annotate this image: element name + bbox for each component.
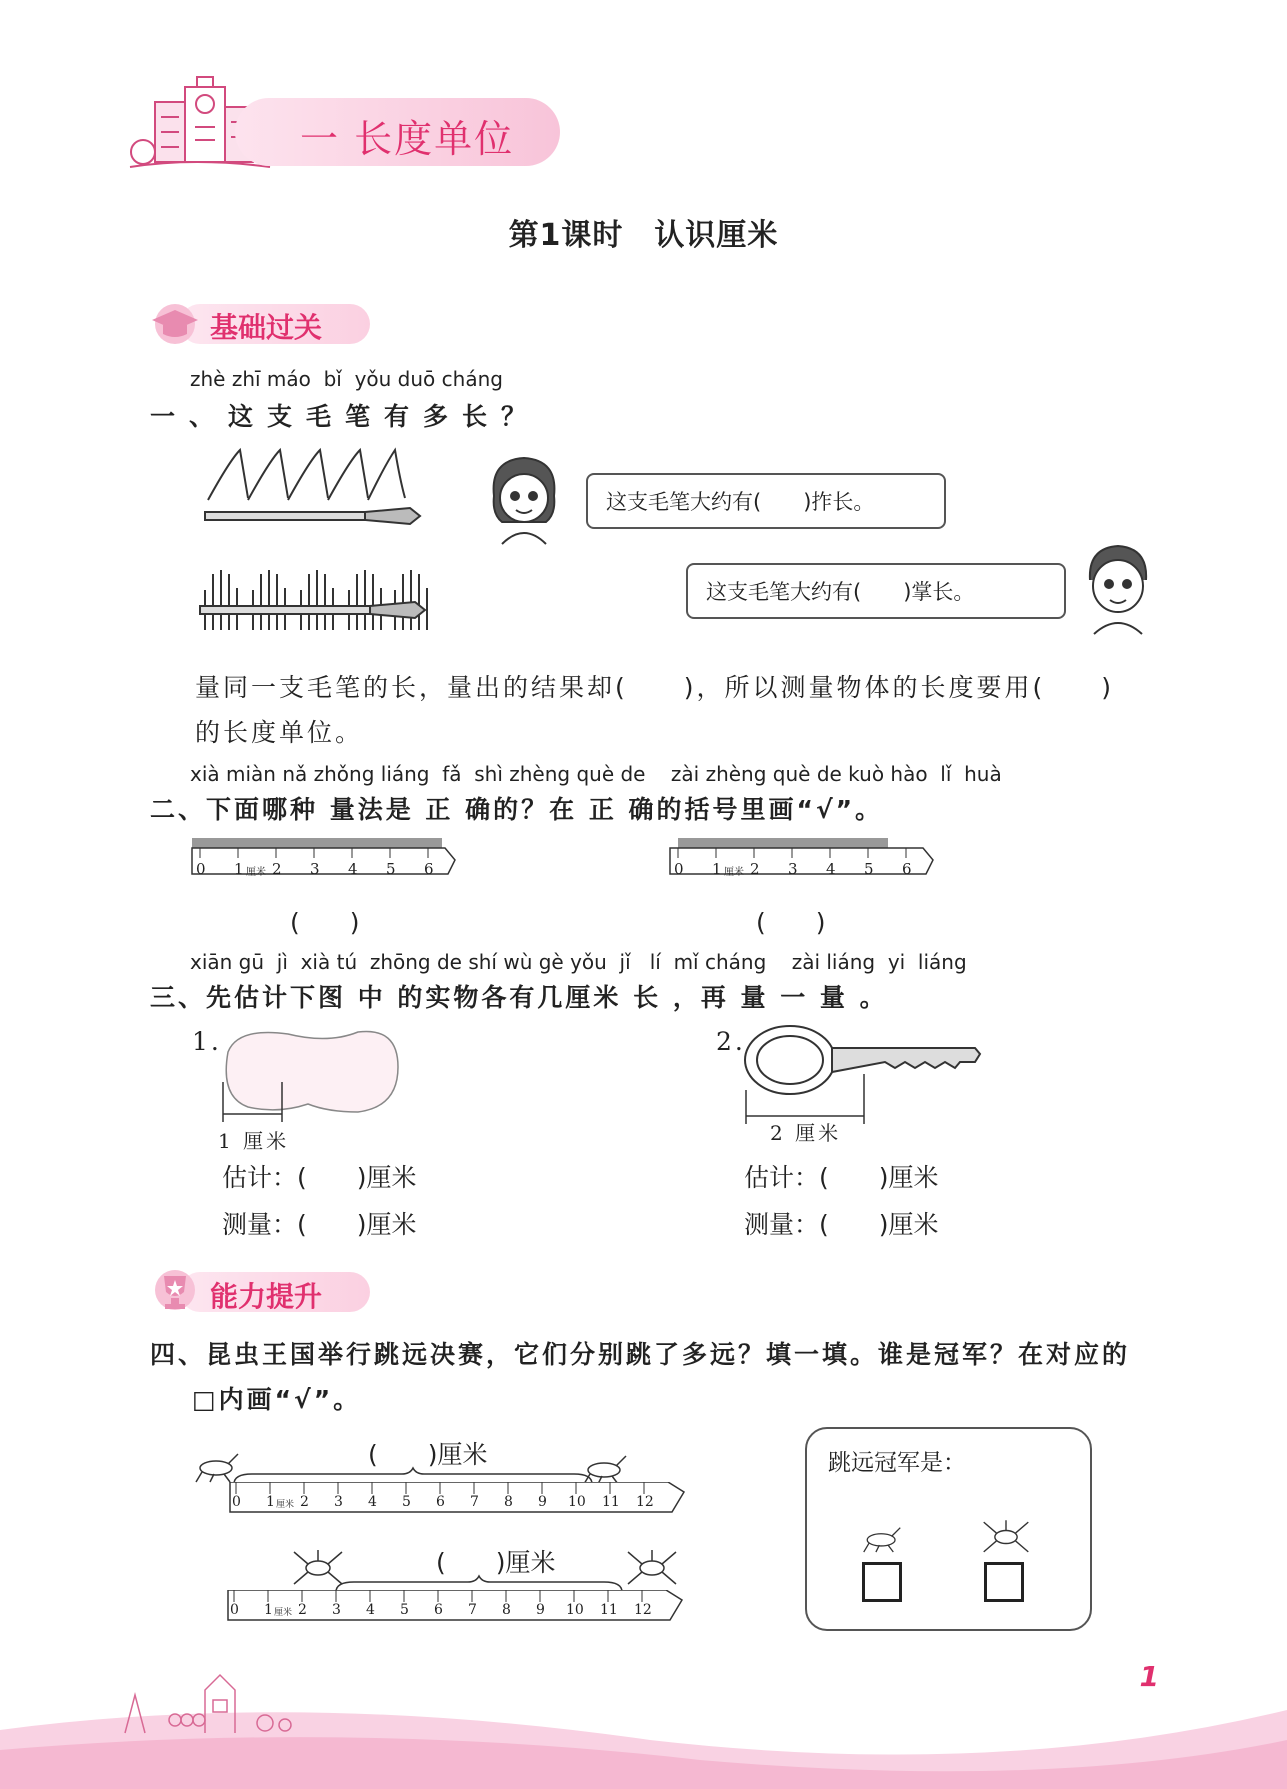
page-number: 1 [1139,1660,1159,1693]
boy-speech-bubble: 这支毛笔大约有( )掌长。 [686,563,1066,619]
q2-answer-right[interactable]: ( ) [756,908,826,937]
peanut-illustration [218,1022,408,1122]
ruler-q4-top-tick-10: 10 [568,1494,586,1510]
ruler-q4-top-tick-3: 3 [334,1494,343,1510]
ruler-left-tick-4: 4 [348,860,358,878]
ruler-q4-top-unit: 厘米 [276,1500,295,1510]
ruler-right-tick-4: 4 [826,860,836,878]
ruler-left-tick-1: 1 [234,860,244,878]
ruler-q4-bottom-unit: 厘米 [274,1608,293,1618]
q3-pinyin: xiān gū jì xià tú zhōng de shí wù gè yǒu jǐ lí mǐ cháng zài liáng yi liáng [190,950,967,974]
brush-palm-measure-illustration [195,560,435,640]
q1-conclusion-line2: 的长度单位。 [195,718,364,747]
ruler-right-unit: 厘米 [724,867,744,878]
q4-answer-top[interactable]: ( )厘米 [368,1440,488,1469]
ruler-q4-bottom-tick-0: 0 [230,1602,239,1618]
ruler-q4-bottom-tick-1: 1 [264,1602,273,1618]
spider-end-icon [624,1548,680,1588]
ruler-left-tick-2: 2 [272,860,282,878]
q3-item1-measure[interactable]: 测量：( )厘米 [222,1210,417,1239]
ruler-q4-bottom-tick-3: 3 [332,1602,341,1618]
q3-item2-measure[interactable]: 测量：( )厘米 [744,1210,939,1239]
ruler-q4-top-tick-5: 5 [402,1494,411,1510]
ruler-left-tick-3: 3 [310,860,320,878]
brush-span-measure-illustration [200,440,430,530]
ruler-q4-top-tick-6: 6 [436,1494,445,1510]
ruler-q4-bottom-tick-10: 10 [566,1602,584,1618]
q4-title-line2: □内画“√”。 [192,1385,362,1414]
ruler-left-unit: 厘米 [246,867,266,878]
q1-conclusion-line1: 量同一支毛笔的长，量出的结果却( )，所以测量物体的长度要用( ) [195,673,1115,702]
ruler-left-tick-5: 5 [386,860,396,878]
ruler-left [190,838,465,892]
q2-answer-left[interactable]: ( ) [290,908,360,937]
trophy-icon [150,1266,200,1314]
ruler-q4-top-tick-8: 8 [504,1494,513,1510]
ruler-q4-top-tick-2: 2 [300,1494,309,1510]
q1-title: 一、这支毛笔有多长？ [150,402,541,431]
ruler-q4-top-tick-7: 7 [470,1494,479,1510]
ruler-q4-top-tick-11: 11 [602,1494,620,1510]
ruler-q4-top [228,1482,688,1522]
ruler-right-tick-1: 1 [712,860,722,878]
ruler-q4-bottom-tick-11: 11 [600,1602,618,1618]
ruler-q4-top-tick-9: 9 [538,1494,547,1510]
ruler-q4-bottom-tick-7: 7 [468,1602,477,1618]
champion-label: 跳远冠军是： [828,1450,966,1476]
lesson-title: 第1课时 认识厘米 [508,218,779,253]
champion-grasshopper-icon [862,1524,902,1554]
ruler-right-tick-5: 5 [864,860,874,878]
girl-speech-bubble: 这支毛笔大约有( )拃长。 [586,473,946,529]
ruler-right [668,838,943,892]
q3-item2-number: 2. [716,1027,746,1056]
section-label-advanced: 能力提升 [210,1280,323,1313]
champion-checkbox-spider[interactable] [984,1562,1024,1602]
champion-spider-icon [980,1518,1032,1556]
ruler-left-tick-6: 6 [424,860,434,878]
champion-checkbox-grasshopper[interactable] [862,1562,902,1602]
boy-avatar [1078,540,1158,638]
footer-town-illustration [105,1655,335,1735]
q1-pinyin: zhè zhī máo bǐ yǒu duō cháng [190,367,503,391]
q3-item1-number: 1. [192,1027,222,1056]
ruler-right-tick-3: 3 [788,860,798,878]
ruler-right-tick-2: 2 [750,860,760,878]
q3-item1-scale: 1 厘米 [218,1129,290,1153]
q3-item2-scale: 2 厘米 [770,1121,842,1145]
ruler-q4-bottom-tick-9: 9 [536,1602,545,1618]
ruler-q4-bottom-tick-6: 6 [434,1602,443,1618]
key-illustration [740,1020,985,1125]
ruler-right-tick-0: 0 [674,860,684,878]
ruler-q4-bottom-tick-4: 4 [366,1602,375,1618]
q4-title-line1: 四、昆虫王国举行跳远决赛，它们分别跳了多远？填一填。谁是冠军？在对应的 [150,1340,1131,1369]
ruler-q4-bottom-tick-5: 5 [400,1602,409,1618]
ruler-q4-bottom [226,1590,686,1630]
q3-title: 三、先估计下图 中 的实物各有几厘米 长 ，再 量 一 量 。 [150,983,888,1012]
ruler-q4-top-tick-0: 0 [232,1494,241,1510]
q3-item1-estimate[interactable]: 估计：( )厘米 [222,1163,417,1192]
section-label-basics: 基础过关 [210,311,323,344]
girl-avatar [482,452,564,550]
unit-title: 一 长度单位 [300,117,515,161]
ruler-q4-bottom-tick-8: 8 [502,1602,511,1618]
ruler-q4-top-tick-12: 12 [636,1494,654,1510]
ruler-q4-bottom-tick-12: 12 [634,1602,652,1618]
ruler-q4-top-tick-4: 4 [368,1494,377,1510]
ruler-left-tick-0: 0 [196,860,206,878]
ruler-q4-top-tick-1: 1 [266,1494,275,1510]
q2-pinyin: xià miàn nǎ zhǒng liáng fǎ shì zhèng què de zài zhèng què de kuò hào lǐ huà [190,762,1002,786]
graduation-cap-icon [148,300,202,344]
q3-item2-estimate[interactable]: 估计：( )厘米 [744,1163,939,1192]
q2-title: 二、下面哪种 量法是 正 确的？在 正 确的括号里画“√”。 [150,795,884,824]
q4-answer-bottom[interactable]: ( )厘米 [436,1548,556,1577]
ruler-q4-bottom-tick-2: 2 [298,1602,307,1618]
ruler-right-tick-6: 6 [902,860,912,878]
